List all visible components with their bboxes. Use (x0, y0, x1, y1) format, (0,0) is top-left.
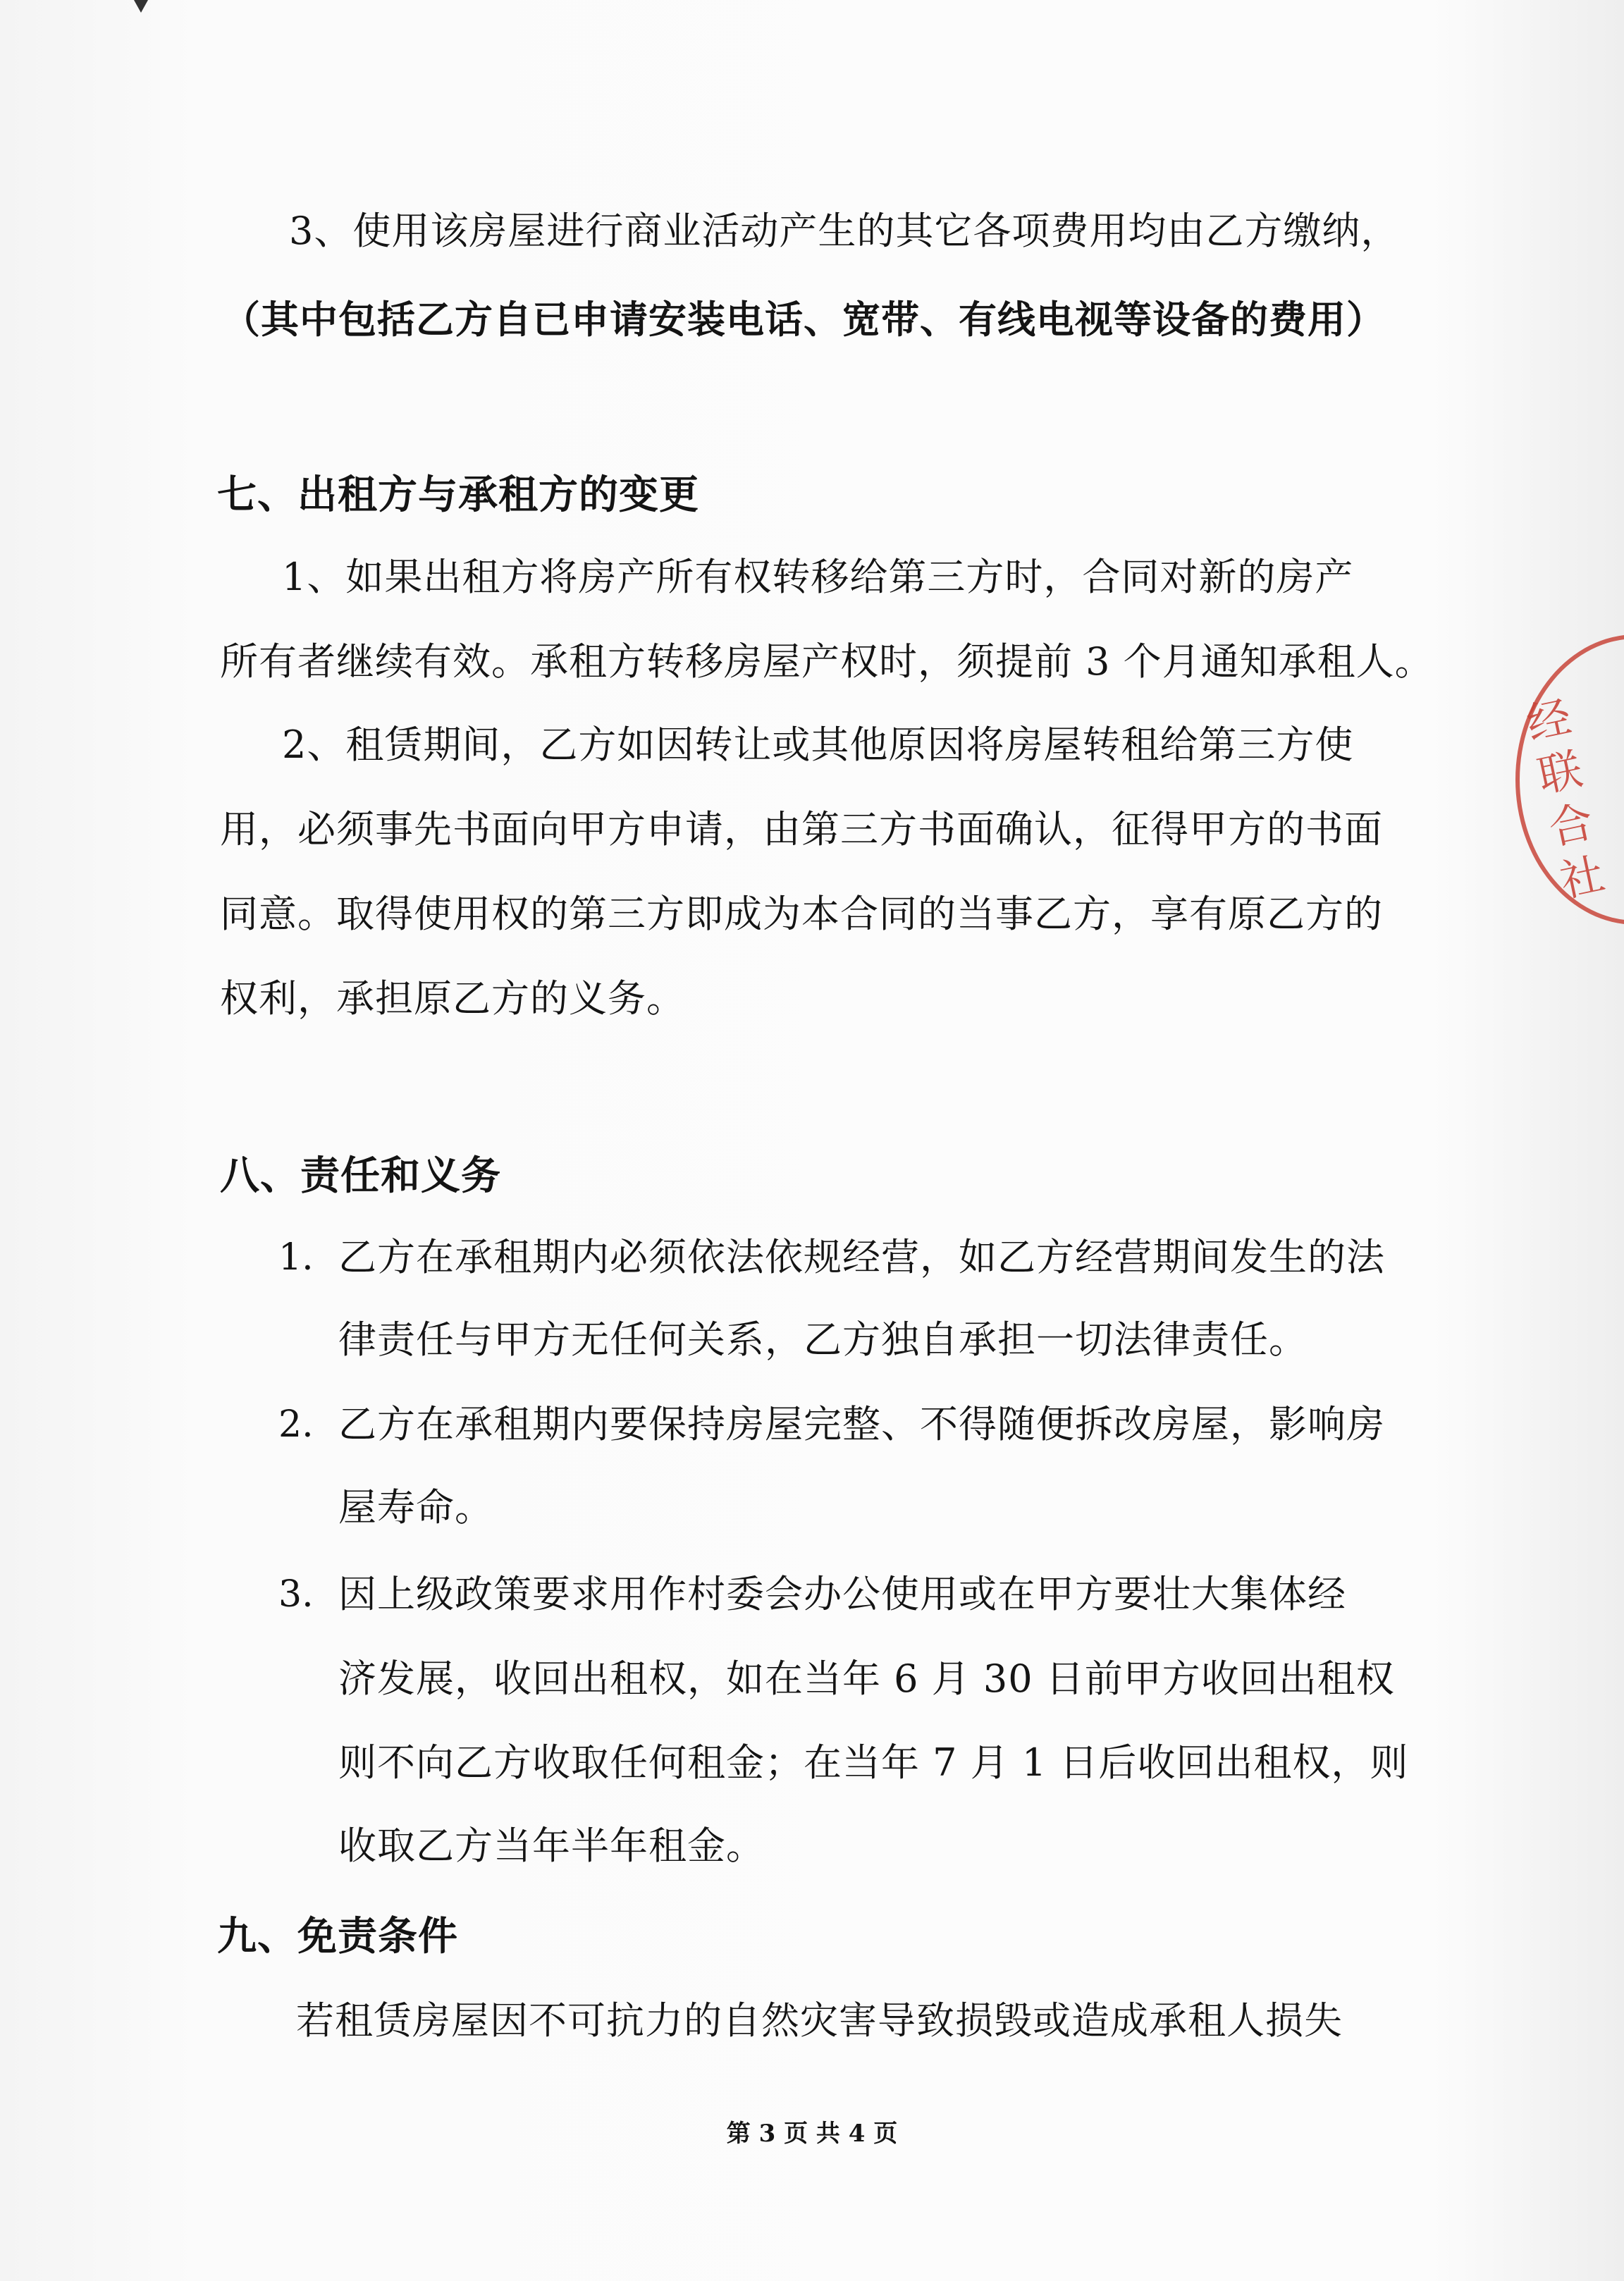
section7-item2-line1: 2、租赁期间，乙方如因转让或其他原因将房屋转租给第三方使 (282, 723, 1354, 767)
section8-item3-line3: 则不向乙方收取任何租金；在当年 7 月 1 日后收回出租权，则 (338, 1740, 1409, 1785)
section8-item1-line1: 乙方在承租期内必须依法依规经营，如乙方经营期间发生的法 (338, 1235, 1385, 1279)
section8-heading: 八、责任和义务 (220, 1152, 501, 1199)
section8-item1-line2: 律责任与甲方无任何关系，乙方独自承担一切法律责任。 (338, 1317, 1308, 1362)
section8-item3-line4: 收取乙方当年半年租金。 (338, 1824, 765, 1868)
section8-item3-line1: 因上级政策要求用作村委会办公使用或在甲方要壮大集体经 (338, 1572, 1346, 1616)
section7-item1-line1: 1、如果出租方将房产所有权转移给第三方时，合同对新的房产 (282, 555, 1354, 599)
section8-item2-line1: 乙方在承租期内要保持房屋完整、不得随便拆改房屋，影响房 (338, 1402, 1385, 1446)
section7-item2-line4: 权利，承担原乙方的义务。 (220, 976, 685, 1021)
section7-item1-line2: 所有者继续有效。承租方转移房屋产权时，须提前 3 个月通知承租人。 (220, 639, 1434, 684)
seal-stamp-text: 经联合社 (1522, 690, 1609, 908)
section7-item2-line3: 同意。取得使用权的第三方即成为本合同的当事乙方，享有原乙方的 (220, 892, 1383, 936)
section8-item3-line2: 济发展，收回出租权，如在当年 6 月 30 日前甲方收回出租权 (338, 1656, 1395, 1701)
section8-item1-number: 1. (278, 1236, 314, 1279)
page-number: 第 3 页 共 4 页 (726, 2120, 898, 2148)
section8-item3-number: 3. (278, 1573, 314, 1616)
section7-item2-line2: 用，必须事先书面向甲方申请，由第三方书面确认，征得甲方的书面 (220, 807, 1383, 851)
section6-item3-line1: 3、使用该房屋进行商业活动产生的其它各项费用均由乙方缴纳， (289, 209, 1400, 253)
section7-heading: 七、出租方与承租方的变更 (217, 472, 699, 518)
section6-item3-line2: （其中包括乙方自已申请安装电话、宽带、有线电视等设备的费用） (222, 297, 1385, 342)
section9-heading: 九、免责条件 (217, 1913, 458, 1960)
section8-item2-number: 2. (278, 1403, 314, 1446)
section8-item2-line2: 屋寿命。 (338, 1485, 493, 1530)
corner-mark (134, 0, 148, 13)
section9-line1: 若租赁房屋因不可抗力的自然灾害导致损毁或造成承租人损失 (296, 1998, 1343, 2043)
